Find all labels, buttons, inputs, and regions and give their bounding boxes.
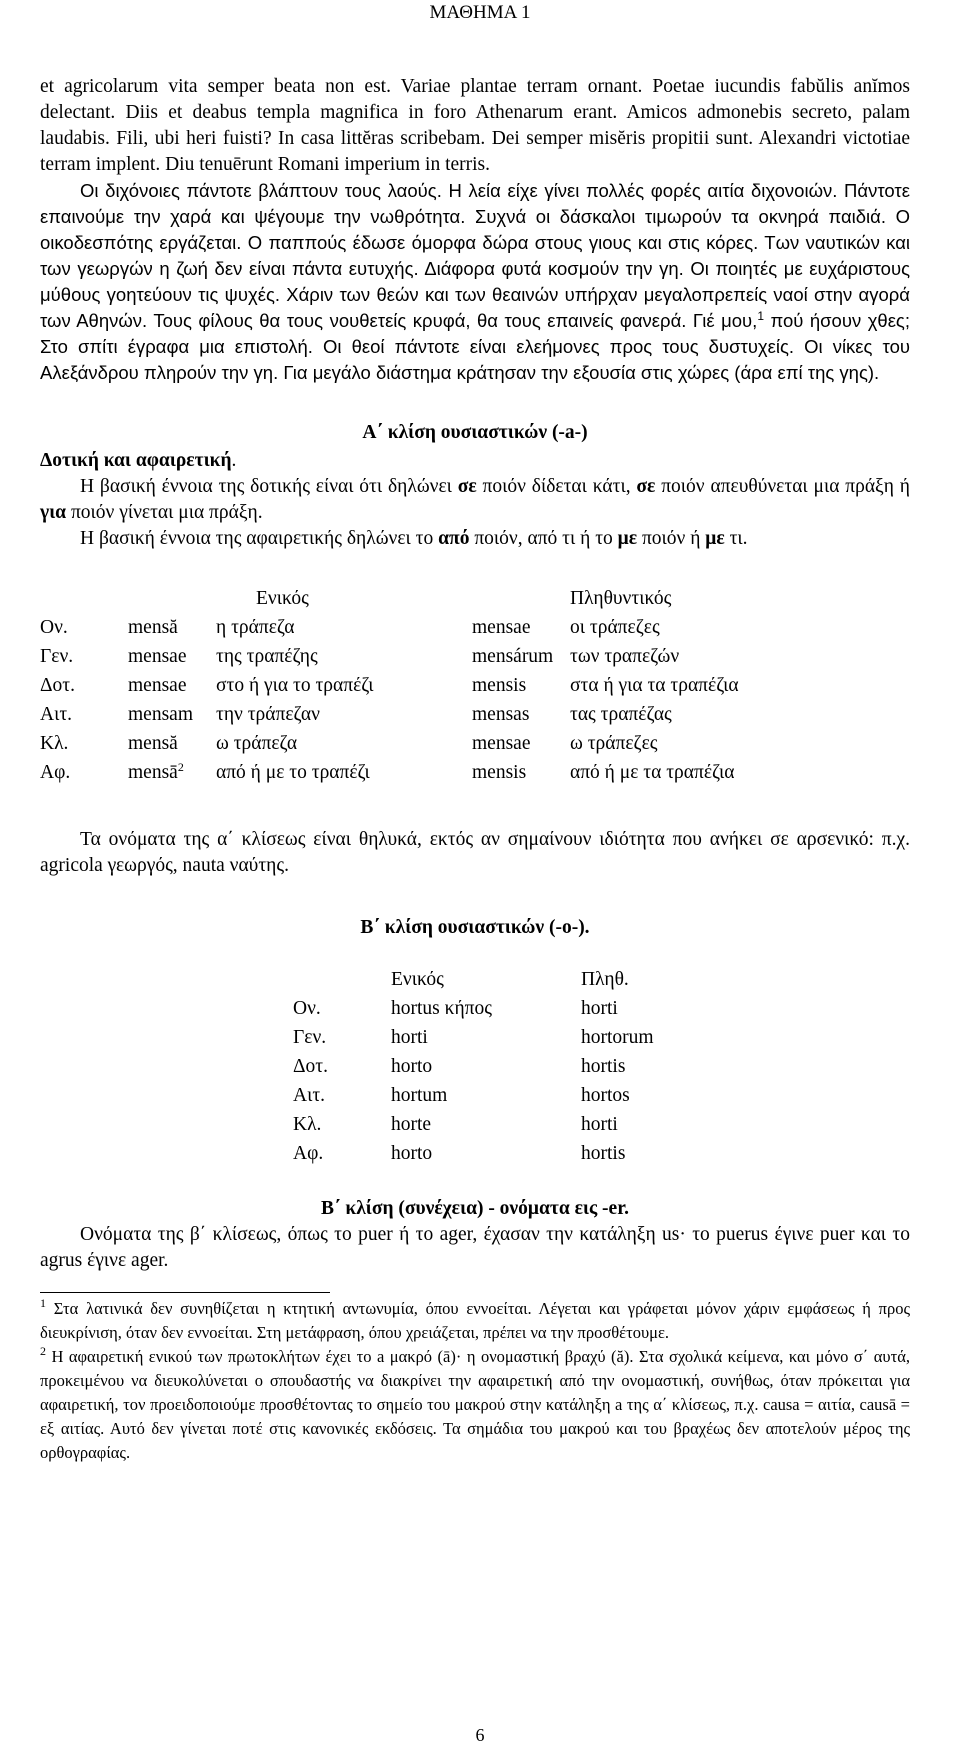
- dat-bold-1: σε: [457, 476, 477, 497]
- dat-text-4: ποιόν γίνεται μια πράξη.: [66, 502, 263, 523]
- first-declension-table: [40, 586, 910, 789]
- table-row: [293, 1112, 781, 1141]
- singular-header: Ενικός: [391, 969, 444, 990]
- dat-text-2: ποιόν δίδεται κάτι,: [476, 476, 637, 497]
- second-declension-table: [293, 967, 781, 1170]
- plural-form: hortis: [581, 1143, 626, 1164]
- abl-text-1: Η βασική έννοια της αφαιρετικής δηλώνει το: [80, 528, 439, 549]
- footnote-1-text: Στα λατινικά δεν συνηθίζεται η κτητική αντωνυμία, όπου εννοείται. Λέγεται και γράφεται μόνον χάριν εμφάσεως ή προς διευκρίνιση, όταν δεν εννοείται. Στη μετάφραση, όπου χρειάζεται, πρέπει να την προσθέτουμε.: [40, 1299, 910, 1342]
- abl-bold-3: με: [705, 528, 725, 549]
- latin-plural: mensae: [472, 733, 531, 754]
- latin-singular: mensae: [128, 675, 187, 696]
- latin-singular: mensam: [128, 704, 193, 725]
- greek-plural: από ή με τα τραπέζια: [570, 762, 735, 783]
- footnote-2-text: Η αφαιρετική ενικού των πρωτοκλήτων έχει το a μακρό (ā)· η ονομαστική βραχύ (ă). Στα σχολικά κείμενα, και μόνο σ΄ αυτά, προκειμένου να διευκολύνεται ο σπουδαστής να διακρίνει την αφαιρετική από την ονομαστική, συνήθως, όταν πρόκειται για αφαιρετική, τον προειδοποιούμε προσθέτοντας το σημείο του μακρού στην κατάληξη a της α΄ κλίσεως, π.χ. causa = αιτία, causā = εξ αιτίας. Αυτό δεν γίνεται ποτέ στις κανονικές εκδόσεις. Τα σημάδια του μακρού και του βραχέως δεν αποτελούν μέρος της ορθογραφίας.: [40, 1347, 910, 1462]
- latin-plural: mensis: [472, 675, 527, 696]
- subtitle-period: .: [231, 450, 237, 471]
- ablative-explanation: [40, 526, 910, 552]
- greek-singular: της τραπέζης: [216, 646, 318, 667]
- case-label: Κλ.: [293, 1114, 322, 1135]
- case-label: Κλ.: [40, 733, 69, 754]
- table-row: [293, 1083, 781, 1112]
- footnote-ref-1: 1: [757, 309, 764, 323]
- singular-form: horte: [391, 1114, 432, 1135]
- abl-bold-1: από: [438, 528, 470, 549]
- greek-plural: στα ή για τα τραπέζια: [570, 675, 739, 696]
- footnote-2: [40, 1345, 910, 1465]
- latin-singular: [128, 760, 216, 789]
- singular-form: horto: [391, 1056, 433, 1077]
- table-row: [40, 702, 910, 731]
- table-row: [40, 615, 910, 644]
- greek-exercise-part-1: Οι διχόνοιες πάντοτε βλάπτουν τους λαούς. Η λεία είχε γίνει πολλές φορές αιτία διχονοιών. Πάντοτε επαινούμε την χαρά και ψέγουμε την νωθρότητα. Συχνά οι δάσκαλοι τιμωρούν τα οκνηρά παιδιά. Ο οικοδεσπότης εργάζεται. Ο παππούς έδωσε όμορφα δώρα στους γιους και στις κόρες. Των ναυτικών και των γεωργών η ζωή δεν είναι πάντα ευτυχής. Διάφορα φυτά κοσμούν την γη. Οι ποιητές με ευχάριστους μύθους γοητεύουν τις ψυχές. Χάριν των θεών και των θεαινών υπήρχαν μεγαλοπρεπείς ναοί στην αγορά των Αθηνών. Τους φίλους θα τους νουθετείς κρυφά, θα τους επαινείς φανερά. Γιέ μου,: [40, 180, 910, 331]
- plural-form: horti: [581, 998, 618, 1019]
- table-header-row: [293, 967, 781, 996]
- plural-header: Πληθυντικός: [570, 588, 672, 609]
- abl-text-3: ποιόν ή: [637, 528, 706, 549]
- greek-singular: την τράπεζαν: [216, 704, 320, 725]
- section-b2-text: Ονόματα της β΄ κλίσεως, όπως το puer ή το ager, έχασαν την κατάληξη us· το puerus έγινε puer και το agrus έγινε ager.: [40, 1224, 910, 1271]
- greek-singular: ω τράπεζα: [216, 733, 298, 754]
- case-label: Αφ.: [40, 762, 71, 783]
- abl-text-2: ποιόν, από τι ή το: [469, 528, 618, 549]
- plural-header: Πληθ.: [581, 969, 629, 990]
- case-label: Δοτ.: [293, 1056, 329, 1077]
- latin-singular: mensă: [128, 617, 178, 638]
- latin-singular: mensă: [128, 733, 178, 754]
- table-row: [40, 673, 910, 702]
- table-row: [293, 1025, 781, 1054]
- greek-exercise-paragraph: [40, 178, 910, 386]
- table-header-row: [40, 586, 910, 615]
- latin-singular: mensae: [128, 646, 187, 667]
- dat-bold-3: για: [40, 502, 67, 523]
- greek-plural: των τραπεζών: [570, 646, 680, 667]
- greek-plural: οι τράπεζες: [570, 617, 660, 638]
- table-row: [40, 760, 910, 789]
- greek-singular: η τράπεζα: [216, 617, 295, 638]
- plural-form: hortorum: [581, 1027, 654, 1048]
- plural-form: hortis: [581, 1056, 626, 1077]
- case-label: Αφ.: [293, 1143, 324, 1164]
- table-row: [40, 731, 910, 760]
- greek-plural: τας τραπέζας: [570, 704, 672, 725]
- plural-form: horti: [581, 1114, 618, 1135]
- page-content: [40, 74, 910, 1465]
- greek-singular: στο ή για το τραπέζι: [216, 675, 374, 696]
- case-label: Γεν.: [293, 1027, 327, 1048]
- first-declension-note: Τα ονόματα της α΄ κλίσεως είναι θηλυκά, εκτός αν σημαίνουν ιδιότητα που ανήκει σε αρσενικό: π.χ. agricola γεωργός, nauta ναύτης.: [40, 829, 910, 876]
- latin-plural: mensae: [472, 617, 531, 638]
- greek-plural: ω τράπεζες: [570, 733, 658, 754]
- latin-singular-text: mensā: [128, 762, 178, 783]
- singular-form: hortum: [391, 1085, 448, 1106]
- case-label: Δοτ.: [40, 675, 76, 696]
- section-a-subtitle: [40, 448, 910, 474]
- table-row: [293, 1141, 781, 1170]
- plural-form: hortos: [581, 1085, 630, 1106]
- singular-form: hortus κήπος: [391, 998, 492, 1019]
- abl-bold-2: με: [617, 528, 638, 549]
- dative-explanation: [40, 474, 910, 526]
- dative-ablative-subtitle: Δοτική και αφαιρετική: [40, 450, 232, 471]
- case-label: Ον.: [40, 617, 68, 638]
- singular-header: Ενικός: [256, 588, 309, 609]
- dat-text-3: ποιόν απευθύνεται μια πράξη ή: [655, 476, 910, 497]
- section-b2-title: Β΄ κλίση (συνέχεια) - ονόματα εις -er.: [321, 1198, 629, 1219]
- page-number: 6: [475, 1725, 485, 1745]
- case-label: Γεν.: [40, 646, 74, 667]
- section-a-title: Α΄ κλίση ουσιαστικών (-a-): [362, 422, 588, 443]
- singular-form: horti: [391, 1027, 428, 1048]
- footnote-1: [40, 1297, 910, 1345]
- footnote-ref-2: 2: [177, 760, 184, 774]
- case-label: Ον.: [293, 998, 321, 1019]
- latin-plural: mensárum: [472, 646, 554, 667]
- table-row: [40, 644, 910, 673]
- table-row: [293, 1054, 781, 1083]
- case-label: Αιτ.: [293, 1085, 326, 1106]
- latin-plural: mensas: [472, 704, 530, 725]
- latin-plural: mensis: [472, 762, 527, 783]
- dat-text-1: Η βασική έννοια της δοτικής είναι ότι δηλώνει: [80, 476, 458, 497]
- footnote-1-number: 1: [40, 1296, 46, 1310]
- greek-singular: από ή με το τραπέζι: [216, 762, 370, 783]
- case-label: Αιτ.: [40, 704, 73, 725]
- latin-exercise-paragraph: et agricolarum vita semper beata non est. Variae plantae terram ornant. Poetae iucundis fabŭlis anĭmos delectant. Diis et deabus templa magnifica in foro Athenarum erant. Amicos admonebis secreto, palam laudabis. Fili, ubi heri fuisti? In casa littĕras scribebam. Dei semper misĕris propitii sunt. Alexandri victotiae terram implent. Diu tenuērunt Romani imperium in terris.: [40, 76, 910, 175]
- dat-bold-2: σε: [636, 476, 656, 497]
- footnote-2-number: 2: [40, 1344, 46, 1358]
- page-header: ΜΑΘΗΜΑ 1: [429, 2, 531, 23]
- section-b-title: Β΄ κλίση ουσιαστικών (-ο-).: [360, 917, 590, 938]
- greek-exercise-part-2: πού ήσουν χθες; Στο σπίτι έγραφα μια επιστολή. Οι θεοί πάντοτε είναι ελεήμονες προς τους δυστυχείς. Οι νίκες του Αλεξάνδρου πληρούν την γη. Για μεγάλο διάστημα κράτησαν την εξουσία στις χώρες (άρα επί της γης).: [40, 310, 910, 383]
- singular-form: horto: [391, 1143, 433, 1164]
- table-row: [293, 996, 781, 1025]
- footnote-divider: [40, 1292, 330, 1293]
- abl-text-4: τι.: [724, 528, 748, 549]
